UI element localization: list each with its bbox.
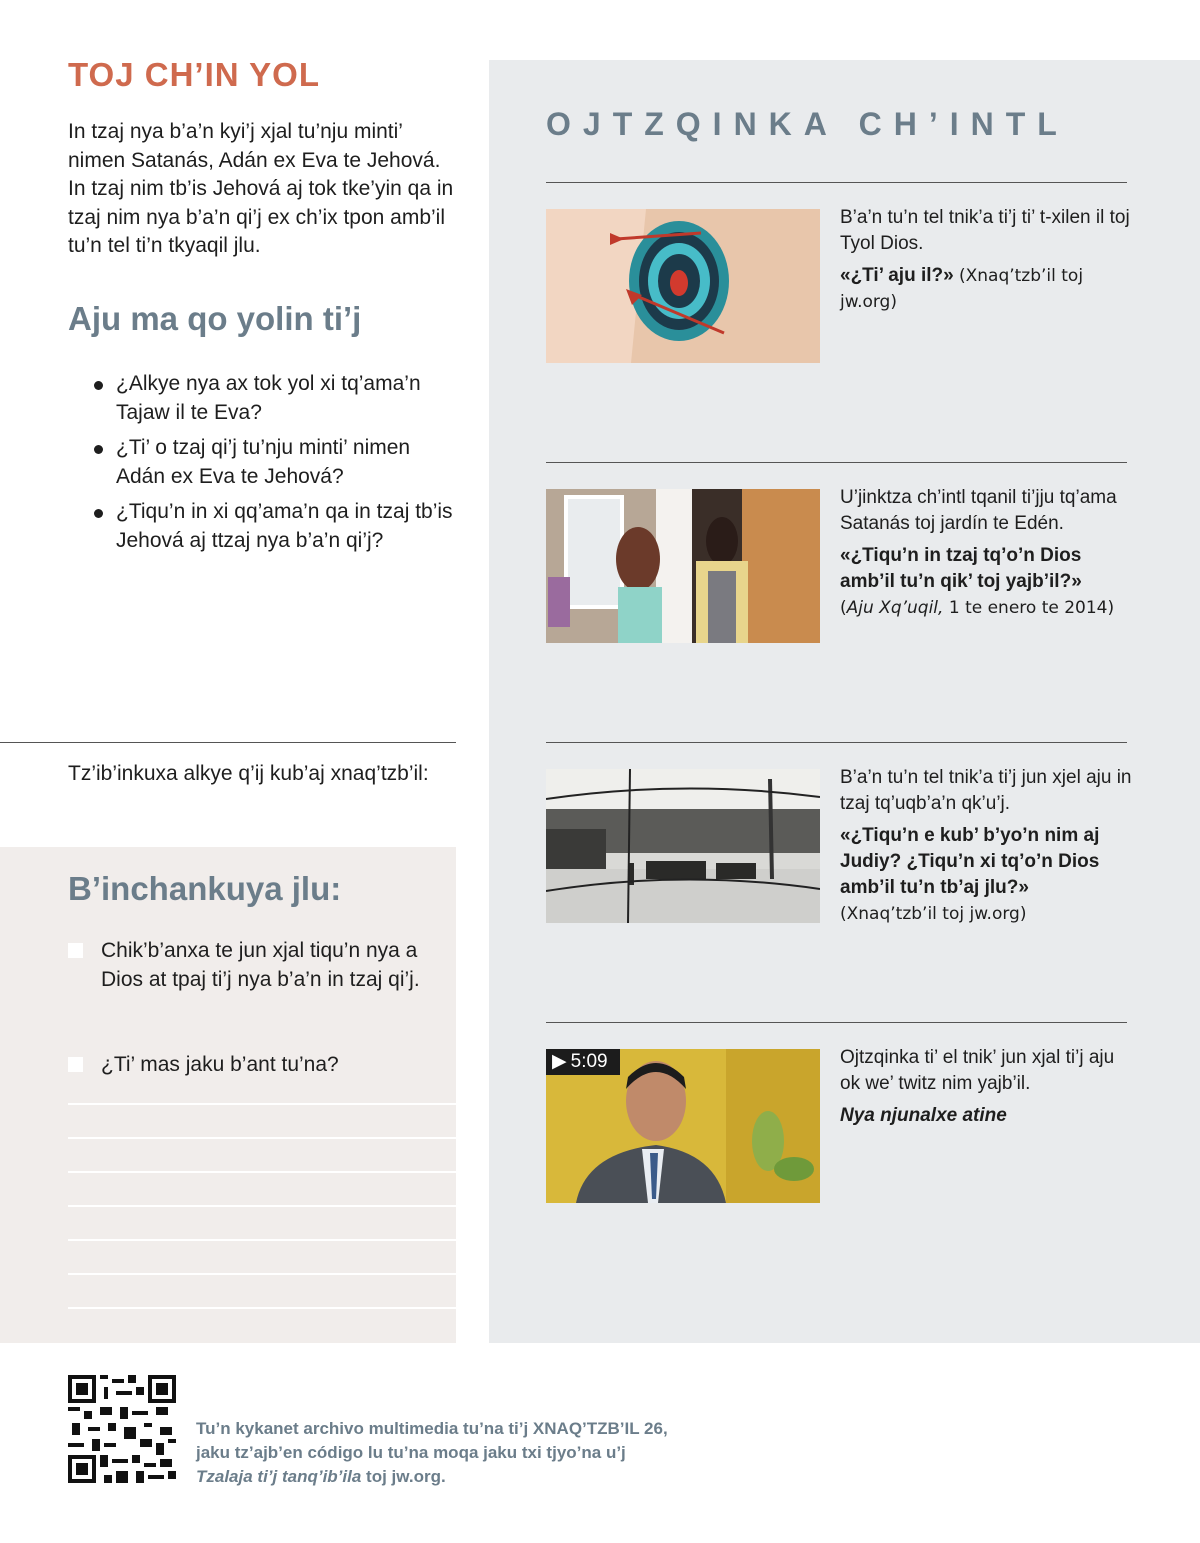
qr-code[interactable]	[68, 1375, 176, 1483]
resource-entry	[840, 205, 1135, 315]
magazine-title: Aju Xq’uqil,	[846, 598, 944, 618]
try-title: B’inchankuya jlu:	[68, 870, 342, 907]
footer-line-3: toj jw.org.	[366, 1467, 446, 1486]
article-title[interactable]: «¿Ti’ aju il?»	[840, 265, 954, 286]
women-at-door-image[interactable]	[546, 489, 820, 643]
checkbox[interactable]	[68, 1057, 83, 1072]
writing-line[interactable]	[68, 1273, 456, 1275]
footer-note	[196, 1417, 756, 1489]
article-source: (Xnaq’tzb’il toj jw.org)	[840, 904, 1027, 924]
try-item-text: ¿Ti’ mas jaku b’ant tu’na?	[101, 1053, 339, 1076]
summary-text: In tzaj nya b’a’n kyi’j xjal tu’nju minti’ nimen Satanás, Adán ex Eva te Jehová. In tzaj nim tb’is Jehová aj tok tke’yin qa in tzaj nim nya b’a’n qi’j ex ch’ix tpon amb’il tu’n tel ti’n tkyaqil jlu.	[68, 120, 454, 257]
play-icon: ▶	[552, 1051, 567, 1072]
write-date-prompt: Tz’ib’inkuxa alkye q’ij kub’aj xnaq’tzb’il:	[68, 762, 429, 785]
video-duration: 5:09	[570, 1051, 608, 1072]
entry-reference[interactable]	[840, 263, 1135, 315]
writing-line[interactable]	[68, 1137, 456, 1139]
try-panel	[0, 847, 456, 1343]
footer-line-1: Tu’n kykanet archivo multimedia tu’na ti’j XNAQ’TZB’IL 26,	[196, 1419, 668, 1438]
resource-entry	[840, 485, 1135, 621]
writing-line[interactable]	[68, 1171, 456, 1173]
article-source: (Xnaq’tzb’il toj jw.org)	[840, 266, 1084, 312]
try-item	[68, 1051, 428, 1080]
entry-reference[interactable]	[840, 1103, 1135, 1129]
summary-title: TOJ CH’IN YOL	[68, 56, 320, 93]
review-question: ¿Alkye nya ax tok yol xi tq’ama’n Tajaw il te Eva?	[92, 370, 462, 427]
entry-description: Ojtzqinka ti’ el tnik’ jun xjal ti’j aju ok we’ twitz nim yajb’il.	[840, 1047, 1115, 1094]
book-title: Tzalaja ti’j tanq’ib’ila	[196, 1467, 362, 1486]
article-title[interactable]: «¿Tiqu’n e kub’ b’yo’n nim aj Judiy? ¿Tiqu’n xi tq’o’n Dios amb’il tu’n tb’aj jlu?»	[840, 825, 1100, 898]
entry-reference[interactable]	[840, 823, 1135, 927]
divider	[546, 462, 1127, 463]
divider	[546, 742, 1127, 743]
checkbox[interactable]	[68, 943, 83, 958]
target-image[interactable]	[546, 209, 820, 363]
try-item	[68, 937, 428, 994]
writing-line[interactable]	[68, 1239, 456, 1241]
resource-entry	[840, 765, 1135, 927]
video-duration-badge[interactable]	[546, 1049, 620, 1075]
video-title[interactable]: Nya njunalxe atine	[840, 1105, 1007, 1126]
review-question: ¿Tiqu’n in xi qq’ama’n qa in tzaj tb’is Jehová aj ttzaj nya b’a’n qi’j?	[92, 498, 462, 555]
writing-line[interactable]	[68, 1307, 456, 1309]
divider	[0, 742, 456, 743]
review-question: ¿Ti’ o tzaj qi’j tu’nju minti’ nimen Adán ex Eva te Jehová?	[92, 434, 462, 491]
article-title[interactable]: «¿Tiqu’n in tzaj tq’o’n Dios amb’il tu’n qik’ toj yajb’il?»	[840, 545, 1082, 592]
entry-reference[interactable]: «¿Tiqu’n in tzaj tq’o’n Dios amb’il tu’n qik’ toj yajb’il?» (Aju Xq’uqil, 1 te enero te 2014)	[840, 545, 1115, 618]
writing-line[interactable]	[68, 1103, 456, 1105]
article-source: 1 te enero te 2014)	[948, 598, 1115, 618]
review-title: Aju ma qo yolin ti’j	[68, 300, 362, 337]
explore-title: OJTZQINKA CH’INTL	[546, 106, 1069, 142]
try-item-text: Chik’b’anxa te jun xjal tiqu’n nya a Dios at tpaj ti’j nya b’a’n in tzaj qi’j.	[101, 939, 420, 991]
writing-line[interactable]	[68, 1205, 456, 1207]
entry-description: B’a’n tu’n tel tnik’a ti’j jun xjel aju in tzaj tq’uqb’a’n qk’u’j.	[840, 767, 1132, 814]
divider	[546, 1022, 1127, 1023]
resource-entry	[840, 1045, 1135, 1129]
entry-description: B’a’n tu’n tel tnik’a ti’j ti’ t-xilen il toj Tyol Dios.	[840, 207, 1130, 254]
entry-description: U’jinktza ch’intl tqanil ti’jju tq’ama Satanás toj jardín te Edén.	[840, 487, 1117, 534]
camp-image[interactable]	[546, 769, 820, 923]
review-questions	[92, 370, 462, 562]
footer-line-2: jaku tz’ajb’en código lu tu’na moqa jaku txi tjyo’na u’j	[196, 1443, 626, 1462]
divider	[546, 182, 1127, 183]
